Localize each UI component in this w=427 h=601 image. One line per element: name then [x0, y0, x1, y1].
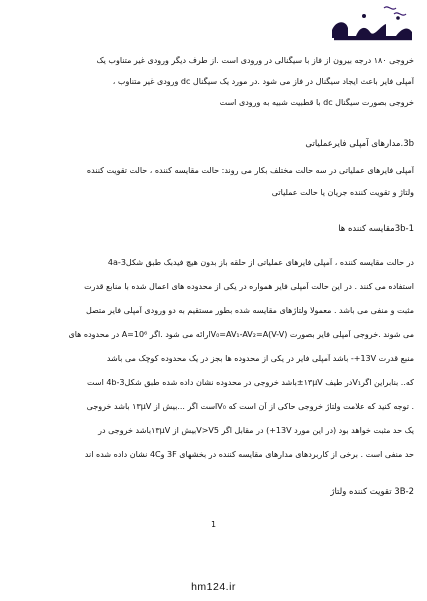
- text-line: ولتاژ و تقویت کننده جریان یا حالت عملیاتی: [271, 188, 414, 197]
- section-heading-3b: 3b.مدارهای آمپلی فایرعملیاتی: [305, 139, 414, 149]
- text-line: آمپلی فایر باعث ایجاد سیگنال در فاز می شود .در مورد یک سیگنال dc ورودی غیر متناوب ،: [112, 77, 414, 86]
- text-line: . توجه کنید که علامت ولتاژ خروجی حاکی از آن است که V₀است اگر ...بیش از ۱۳μV باشد خروجی: [86, 402, 414, 411]
- paragraph-3: [34, 258, 414, 474]
- text-line: خروجی بصورت سیگنال dc با قطبیت شبیه به ورودی است: [219, 98, 414, 107]
- page-number: 1: [210, 520, 217, 529]
- najah-logo: [326, 2, 418, 48]
- paragraph-1: [34, 56, 414, 119]
- footer-website: hm124.ir: [191, 581, 236, 593]
- text-line: آمپلی فایرهای عملیاتی در سه حالت مختلف بکار می روند: حالت مقایسه کننده ، حالت تقویت کننده: [86, 166, 414, 175]
- text-line: که.. بنابراین اگرV₁در طیف ۱۳μV±باشد خروجی در محدوده نشان داده شده طبق شکل3-4b است: [87, 378, 414, 387]
- text-line: در حالت مقایسه کننده ، آمپلی فایرهای عملیاتی از حلقه باز بدون هیچ فیدبک طبق شکل3-4a: [107, 258, 414, 267]
- text-line: استفاده می کنند . در این حالت آمپلی فایر همواره در یکی از محدوده های اعمال شده با منابع قدرت: [84, 282, 414, 291]
- text-line: حد منفی است . برخی از کاربردهای مدارهای مقایسه کننده در بخشهای 3F و4C نشان داده شده اند: [84, 450, 414, 459]
- section-heading-3b-2: 3B-2 تقویت کننده ولتاژ: [330, 487, 414, 497]
- section-heading-3b-1: 3b-1مقایسه کننده ها: [338, 224, 414, 234]
- text-line: خروجی ۱۸۰ درجه بیرون از فاز با سیگنالی در ورودی است .از طرف دیگر ورودی غیر متناوب یک: [96, 56, 414, 65]
- text-line: یک حد مثبت خواهد بود (در این مورد 13V+) در مقابل اگر V>V5بیش از ۱۳μVباشد خروجی در: [98, 426, 414, 435]
- text-line: منبع قدرت 13V+- باشد آمپلی فایر در یکی از محدوده ها بجز در یک محدوده کوچک می باشد: [106, 354, 414, 363]
- text-line: مثبت و منفی می باشد . معمولا ولتاژهای مقایسه شده بطور مستقیم به دو ورودی آمپلی فایر متصل: [85, 306, 414, 315]
- text-line: می شوند .خروجی آمپلی فایر بصورت (V₀=AV₁-AV₂=A(V-Vارائه می شود .اگر A=10⁶ در محدوده های: [68, 330, 414, 339]
- paragraph-2: [34, 166, 414, 210]
